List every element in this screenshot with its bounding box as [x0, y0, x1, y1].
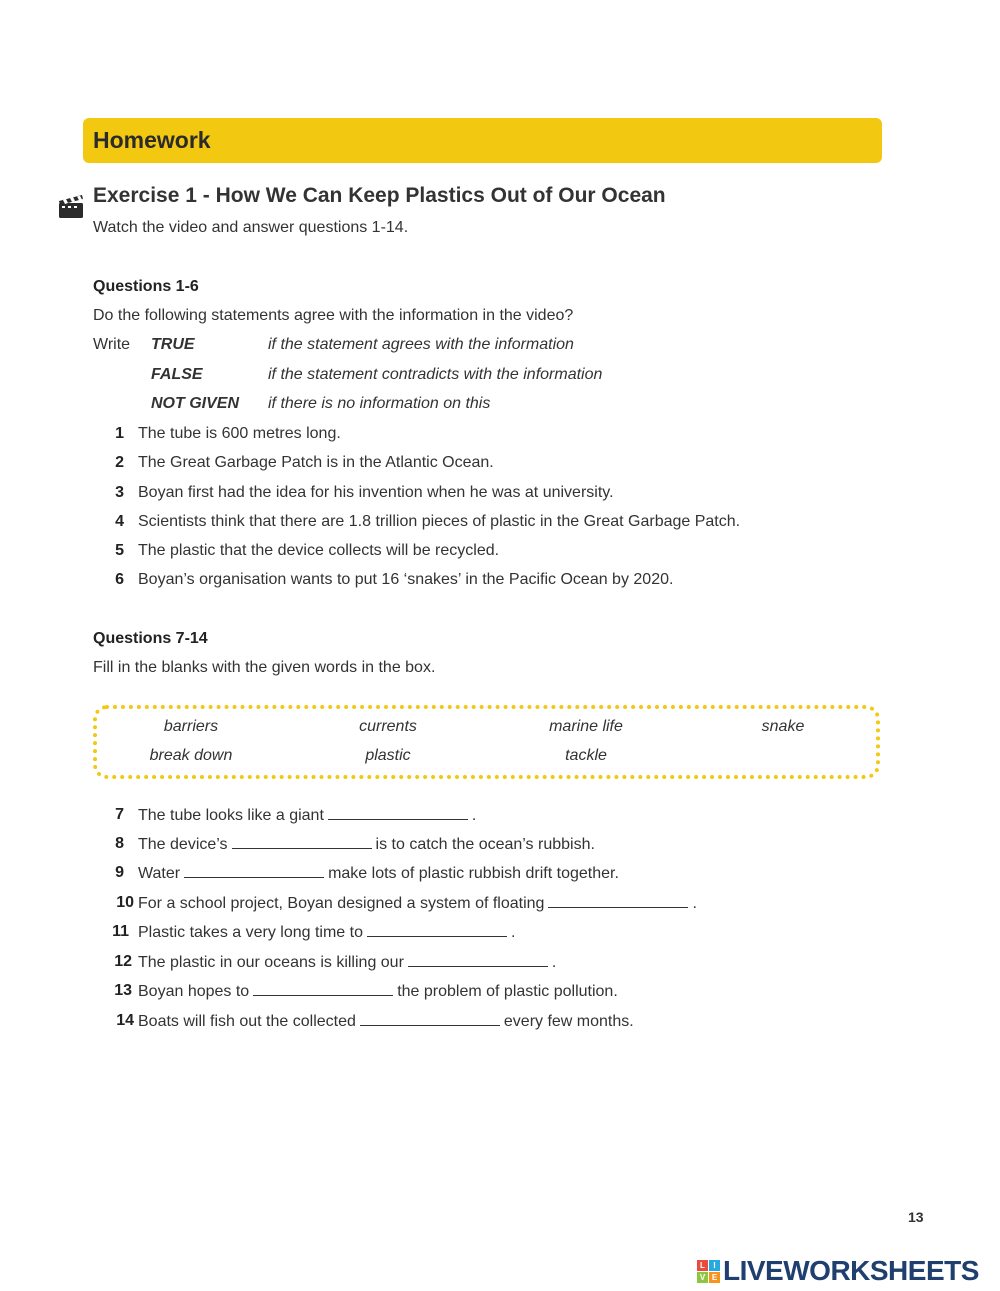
answer-blank[interactable]	[548, 894, 688, 908]
question-text-after: .	[471, 807, 477, 824]
word-bank-item: marine life	[549, 718, 623, 735]
question-number: 1	[115, 425, 124, 442]
liveworksheets-logo[interactable]	[697, 1255, 979, 1287]
section1-instruction: Do the following statements agree with the information in the video?	[93, 307, 574, 324]
answer-blank[interactable]	[367, 923, 507, 937]
question-text-before: Boyan hopes to	[138, 983, 250, 1000]
option-notgiven-key: NOT GIVEN	[151, 395, 240, 412]
exercise-instruction: Watch the video and answer questions 1-14.	[93, 219, 409, 236]
question-text-before: Plastic takes a very long time to	[138, 924, 363, 941]
question-number: 3	[115, 484, 124, 501]
question-text-after: .	[510, 924, 516, 941]
question-text-after: make lots of plastic rubbish drift together.	[328, 865, 619, 882]
word-bank-item: currents	[359, 718, 417, 735]
fill-blank-question	[138, 953, 556, 972]
option-true-key: TRUE	[151, 336, 195, 353]
question-text: Boyan’s organisation wants to put 16 ‘snakes’ in the Pacific Ocean by 2020.	[138, 571, 674, 588]
option-false-desc: if the statement contradicts with the information	[268, 366, 603, 383]
clapperboard-icon	[57, 192, 85, 220]
fill-blank-question	[138, 864, 619, 883]
word-bank-item: barriers	[163, 718, 219, 735]
question-number: 7	[115, 806, 124, 823]
question-text-before: The device’s	[138, 836, 228, 853]
question-text-after: .	[692, 895, 697, 912]
question-number: 13	[114, 982, 132, 999]
write-label: Write	[93, 336, 131, 353]
page-number: 13	[908, 1209, 924, 1225]
question-number: 6	[115, 571, 124, 588]
option-notgiven-desc: if there is no information on this	[268, 395, 491, 412]
question-text: The plastic that the device collects will be recycled.	[138, 542, 500, 559]
word-bank-item: break down	[149, 747, 233, 764]
fill-blank-question	[138, 835, 595, 854]
answer-blank[interactable]	[184, 864, 324, 878]
word-bank-item: plastic	[365, 747, 411, 764]
fill-blank-question	[138, 894, 697, 913]
question-text-before: The tube looks like a giant	[138, 807, 324, 824]
question-number: 11	[112, 923, 129, 940]
question-text-after: .	[551, 954, 557, 971]
logo-letter: V	[697, 1272, 708, 1283]
answer-blank[interactable]	[360, 1012, 500, 1026]
question-number: 14	[116, 1012, 134, 1029]
option-false-key: FALSE	[151, 366, 203, 383]
question-text-before: The plastic in our oceans is killing our	[138, 954, 404, 971]
word-bank-item: snake	[761, 718, 805, 735]
question-text-after: is to catch the ocean’s rubbish.	[375, 836, 595, 853]
question-text-after: the problem of plastic pollution.	[397, 983, 618, 1000]
logo-letter: I	[709, 1260, 720, 1271]
word-bank-item: tackle	[565, 747, 607, 764]
fill-blank-question	[138, 806, 476, 825]
question-number: 9	[115, 864, 124, 881]
logo-mark-icon	[697, 1260, 720, 1283]
option-true-desc: if the statement agrees with the information	[268, 336, 574, 353]
question-number: 5	[115, 542, 124, 559]
logo-letter: E	[709, 1272, 720, 1283]
question-text-before: Boats will fish out the collected	[138, 1013, 356, 1030]
question-text: Boyan first had the idea for his invention when he was at university.	[138, 484, 614, 501]
banner-title: Homework	[93, 127, 211, 153]
question-text-after: every few months.	[503, 1013, 634, 1030]
question-text: The Great Garbage Patch is in the Atlantic Ocean.	[138, 454, 494, 471]
homework-banner	[83, 118, 882, 163]
answer-blank[interactable]	[253, 982, 393, 996]
section2-heading: Questions 7-14	[93, 630, 208, 647]
answer-blank[interactable]	[408, 953, 548, 967]
logo-letter: L	[697, 1260, 708, 1271]
exercise-title: Exercise 1 - How We Can Keep Plastics Out of Our Ocean	[93, 184, 666, 207]
question-text: Scientists think that there are 1.8 trillion pieces of plastic in the Great Garbage Patch.	[138, 513, 741, 530]
question-number: 2	[115, 454, 124, 471]
section2-instruction: Fill in the blanks with the given words in the box.	[93, 659, 436, 676]
logo-text: LIVEWORKSHEETS	[723, 1255, 979, 1286]
question-text-before: For a school project, Boyan designed a system of floating	[138, 895, 545, 912]
answer-blank[interactable]	[328, 806, 468, 820]
section1-heading: Questions 1-6	[93, 278, 199, 295]
fill-blank-question	[138, 923, 515, 942]
word-bank-box	[93, 705, 880, 779]
answer-blank[interactable]	[232, 835, 372, 849]
fill-blank-question	[138, 1012, 634, 1031]
question-text-before: Water	[138, 865, 181, 882]
question-number: 4	[115, 513, 124, 530]
fill-blank-question	[138, 982, 618, 1001]
question-text: The tube is 600 metres long.	[138, 425, 341, 442]
question-number: 12	[114, 953, 132, 970]
question-number: 8	[115, 835, 124, 852]
question-number: 10	[116, 894, 134, 911]
